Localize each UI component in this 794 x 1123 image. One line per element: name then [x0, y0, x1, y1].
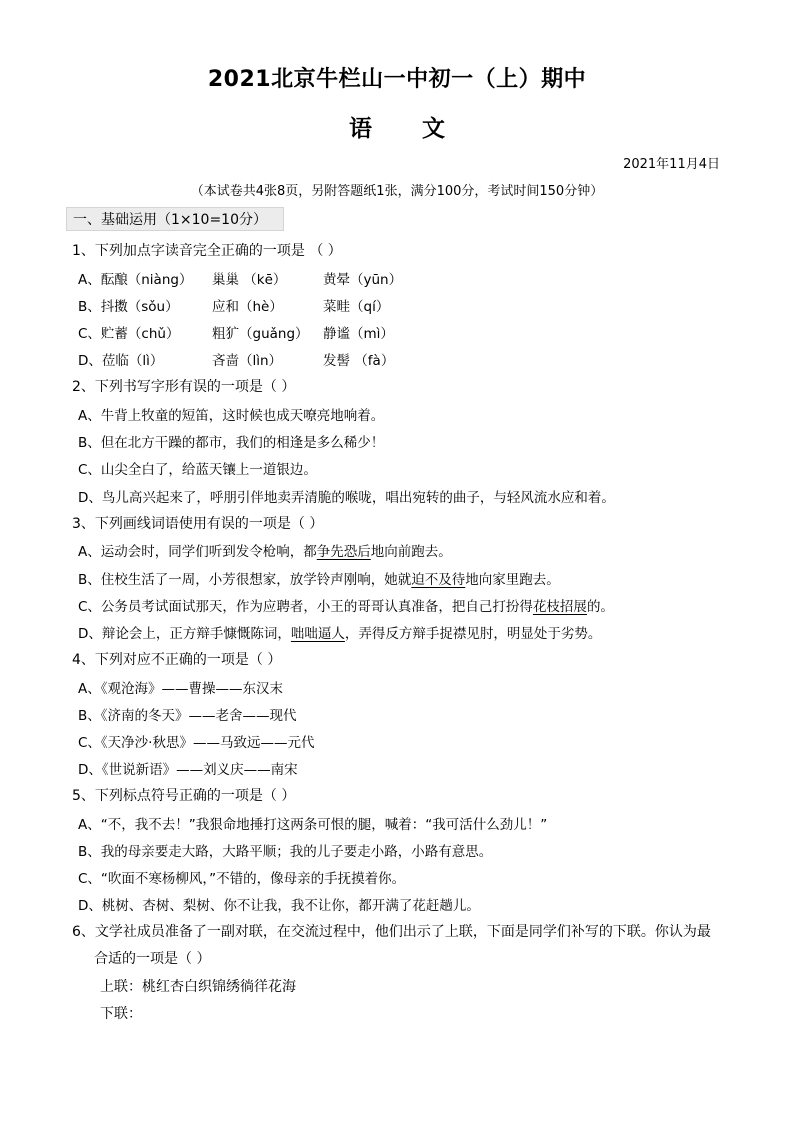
q5-option-b: B、我的母亲要走大路，大路平顺；我的儿子要走小路，小路有意思。: [78, 844, 493, 860]
q1-option-c-3: 静谧（mì）: [323, 326, 394, 342]
q3-c-post: 的。: [586, 599, 614, 615]
q2-option-b: B、但在北方干躁的都市，我们的相逢是多么稀少！: [78, 435, 385, 451]
q3-a-post: 地向前跑去。: [370, 544, 452, 560]
q3-b-underlined: 迫不及待: [411, 572, 466, 588]
q1-option-c-1: C、贮蓄（chǔ）: [78, 326, 180, 342]
q3-d-underlined: 咄咄逼人: [290, 626, 345, 642]
q4-option-c: C、《天净沙·秋思》——马致远——元代: [78, 735, 315, 751]
q3-b-pre: B、住校生活了一周，小芳很想家，放学铃声刚响，她就: [78, 572, 412, 588]
exam-note: （本试卷共4张8页，另附答题纸1张，满分100分，考试时间150分钟）: [190, 184, 604, 199]
q3-a-underlined: 争先恐后: [316, 544, 371, 560]
section-heading: 一、基础运用（1×10=10分）: [66, 207, 284, 231]
q1-option-b-1: B、抖擞（sǒu）: [78, 299, 179, 315]
question-4-stem: 4、下列对应不正确的一项是（ ）: [72, 652, 282, 668]
q3-option-c: [78, 595, 614, 615]
q6-lower-couplet: 下联：: [100, 1006, 142, 1022]
q3-option-a: [78, 540, 452, 560]
q1-option-a-1: A、酝酿（niàng）: [78, 272, 193, 288]
subject-title: 语文: [349, 116, 495, 142]
q6-upper-couplet: 上联：桃红杏白织锦绣徜徉花海: [100, 979, 296, 995]
q3-c-underlined: 花枝招展: [532, 599, 587, 615]
q1-option-b-2: 应和（hè）: [212, 299, 283, 315]
q4-option-a: A、《观沧海》——曹操——东汉末: [78, 681, 283, 697]
q3-option-d: [78, 622, 601, 642]
question-6-stem-line1: 6、文学社成员准备了一副对联，在交流过程中，他们出示了上联，下面是同学们补写的下联。你认为最: [72, 924, 711, 940]
q1-option-a-2: 巢巢 （kē）: [212, 272, 287, 288]
q5-option-d: D、桃树、杏树、梨树、你不让我，我不让你，都开满了花赶趟儿。: [78, 898, 480, 914]
q3-c-pre: C、公务员考试面试那天，作为应聘者，小王的哥哥认真准备，把自己打扮得: [78, 599, 533, 615]
q2-option-c: C、山尖全白了，给蓝天镶上一道银边。: [78, 462, 317, 478]
question-1-stem: 1、下列加点字读音完全正确的一项是 （ ）: [72, 243, 342, 259]
question-6-stem-line2: 合适的一项是（ ）: [94, 951, 211, 967]
q2-option-a: A、牛背上牧童的短笛，这时候也成天嘹亮地响着。: [78, 408, 385, 424]
question-5-stem: 5、下列标点符号正确的一项是（ ）: [72, 788, 296, 804]
q3-d-post: ，弄得反方辩手捉襟见肘，明显处于劣势。: [344, 626, 602, 642]
q5-option-c: C、“吹面不寒杨柳风，”不错的，像母亲的手抚摸着你。: [78, 871, 406, 887]
q3-d-pre: D、辩论会上，正方辩手慷慨陈词，: [78, 626, 291, 642]
question-3-stem: 3、下列画线词语使用有误的一项是（ ）: [72, 516, 324, 532]
exam-date: 2021年11月4日: [623, 157, 720, 172]
q1-option-b-3: 菜畦（qí）: [323, 299, 390, 315]
question-2-stem: 2、下列书写字形有误的一项是（ ）: [72, 379, 296, 395]
q5-option-a: A、“不，我不去！”我狠命地捶打这两条可恨的腿，喊着：“我可活什么劲儿！”: [78, 817, 548, 833]
page-title: 2021北京牛栏山一中初一（上）期中: [207, 67, 587, 92]
q1-option-c-2: 粗犷（guǎng）: [212, 326, 309, 342]
q1-option-d-2: 吝啬（lìn）: [212, 353, 283, 369]
q1-option-d-3: 发髻 （fà）: [323, 353, 395, 369]
q3-b-post: 地向家里跑去。: [465, 572, 560, 588]
q3-option-b: [78, 568, 560, 588]
q2-option-d: D、鸟儿高兴起来了，呼朋引伴地卖弄清脆的喉咙，唱出宛转的曲子，与轻风流水应和着。: [78, 490, 615, 506]
q4-option-b: B、《济南的冬天》——老舍——现代: [78, 708, 297, 724]
q1-option-d-1: D、莅临（lì）: [78, 353, 164, 369]
q1-option-a-3: 黄晕（yūn）: [323, 272, 403, 288]
q4-option-d: D、《世说新语》——刘义庆——南宋: [78, 762, 298, 778]
q3-a-pre: A、运动会时，同学们听到发令枪响，都: [78, 544, 317, 560]
